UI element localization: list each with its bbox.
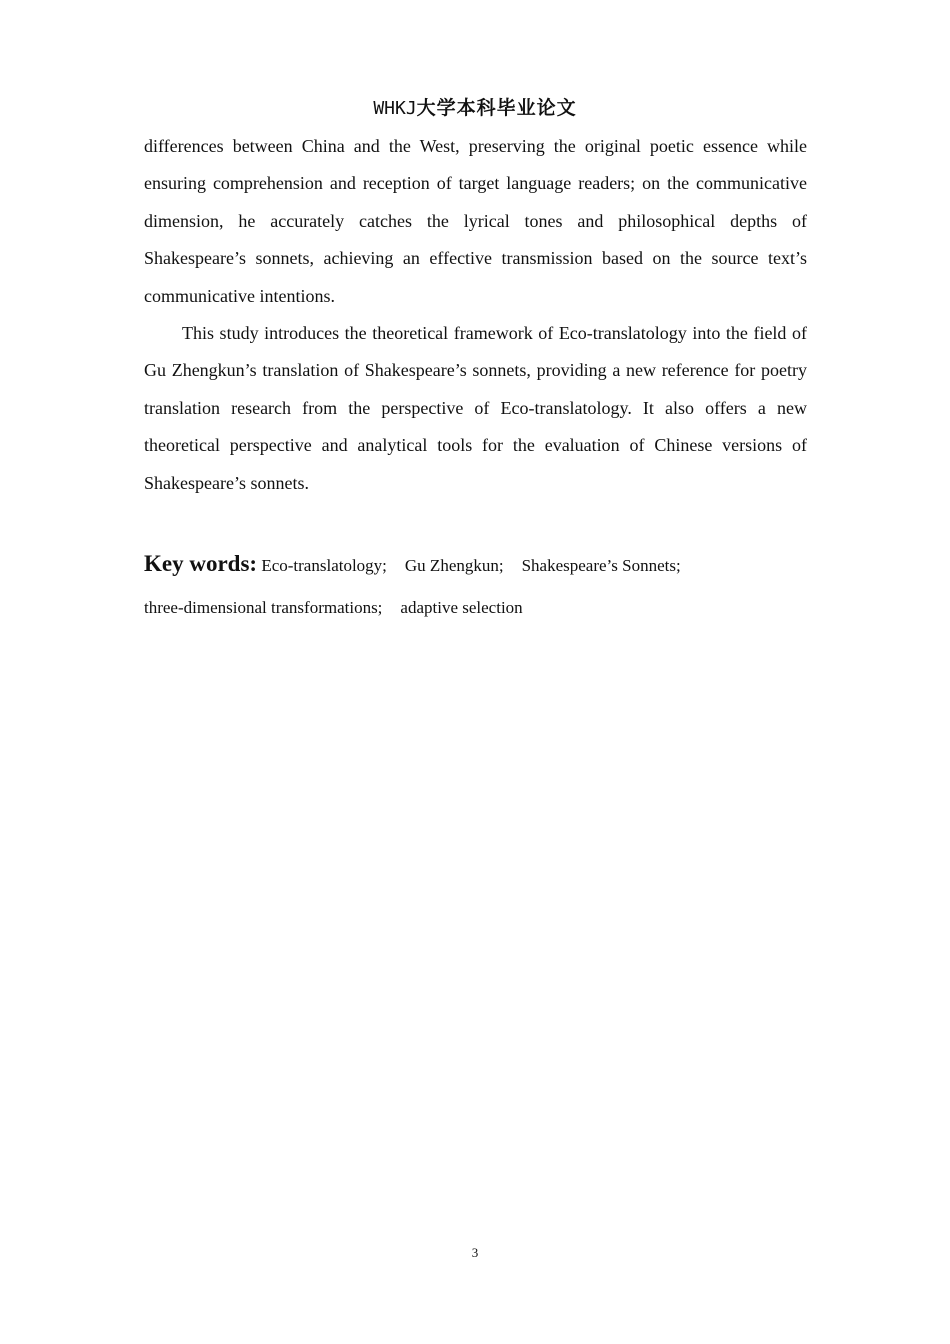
keywords-line-2 bbox=[144, 589, 824, 627]
paragraph-study: This study introduces the theoretical framework of Eco-translatology into the field of Gu Zhengkun’s translation of Shakespeare’s sonnets, providing a new reference for poetry translation research from the perspective of Eco-translatology. It also offers a new theoretical perspective and analytical tools for the evaluation of Chinese versions of Shakespeare’s sonnets. bbox=[144, 323, 807, 493]
keyword-item: Eco-translatology; bbox=[261, 556, 387, 575]
keywords-block bbox=[144, 545, 824, 627]
keyword-item: three-dimensional transformations; bbox=[144, 598, 383, 617]
abstract-body bbox=[144, 128, 807, 502]
keyword-item: Gu Zhengkun; bbox=[404, 556, 504, 575]
header-prefix: WHKJ bbox=[373, 98, 417, 119]
page-number: 3 bbox=[471, 1245, 479, 1260]
paragraph-continuation: differences between China and the West, preserving the original poetic essence while ensuring comprehension and reception of target language readers; on the communicative dimension, he accurately catches the lyrical tones and philosophical depths of Shakespeare’s sonnets, achieving an effective transmission based on the source text’s communicative intentions. bbox=[144, 136, 807, 306]
keywords-line-1 bbox=[144, 545, 824, 585]
header-title: 大学本科毕业论文 bbox=[416, 97, 577, 119]
keyword-item: Shakespeare’s Sonnets; bbox=[521, 556, 681, 575]
keyword-item: adaptive selection bbox=[400, 598, 523, 617]
running-header bbox=[0, 94, 950, 122]
keywords-label: Key words: bbox=[144, 551, 258, 576]
